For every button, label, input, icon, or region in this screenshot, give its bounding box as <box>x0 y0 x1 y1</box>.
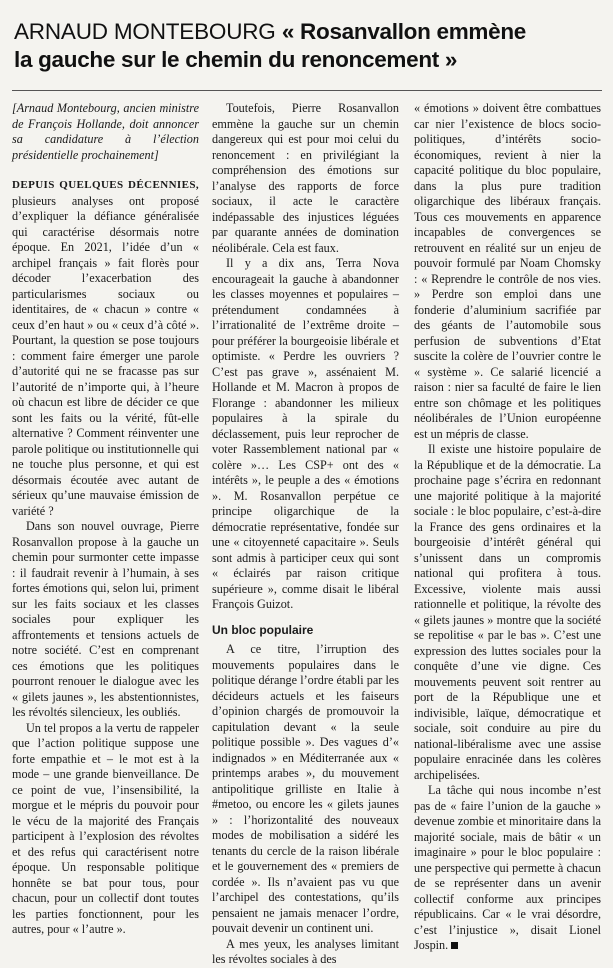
article-paragraph: Un tel propos a la vertu de rappeler que l’action politique suppose une forte empathie et – le mot est à la mode – une grande bienveillance. De ce point de vue, l’insensibilité, la morgue et le mépris du pouvoir pour le vécu de la majorité des Français participent à l’explosion des révoltes et des refus qui caractérisent notre époque. Un responsable politique honnête se bat pour tous, pour chacun, pour un collectif dont toutes les parties fonctionnent, pour les autres, pour « l’autre ». <box>12 720 199 936</box>
article-column-1 <box>12 101 199 951</box>
article-paragraph: Toutefois, Pierre Rosanvallon emmène la gauche sur un chemin dangereux qui est pour moi celui du renoncement : en privilégiant la compréhension des émotions sur l’analyse des rapports de force sociaux, il acte le caractère indépassable des injustices léguées par quarante années de domination néolibérale. Cela est faux. <box>212 101 399 255</box>
headline-title-line2: la gauche sur le chemin du renoncement » <box>14 47 458 72</box>
headline-rule <box>12 90 602 91</box>
article-paragraph: Dans son nouvel ouvrage, Pierre Rosanvallon propose à la gauche un chemin pour surmonter cette impasse : il faudrait revenir à l’humain, à ses fortes émotions qui, selon lui, priment sur les faits sociaux et les classes sociales pour expliquer les affrontements et tensions actuels de notre société. C’est en comprenant ces émotions que les politiques pourront renouer le dialogue avec les « gilets jaunes », les abstentionnistes, les révoltés silencieux, les oubliés. <box>12 519 199 719</box>
headline-title-line1: « Rosanvallon emmène <box>281 19 526 44</box>
article-paragraph: Il y a dix ans, Terra Nova encourageait la gauche à abandonner les classes moyennes et populaires – prétendument condamnées à l’irrationalité de l’extrême droite – pour préférer la bourgeoisie libérale et optimiste. « Perdre les ouvriers ? C’est pas grave », assénaient M. Hollande et M. Macron à propos de Florange : abandonner les milieux populaires à la spirale du déclassement, puis leur reprocher de voter Rassemblement national par « colère »… Les CSP+ ont des « intérêts », le peuple a des « émotions ». M. Rosanvallon perpétue ce principe oligarchique de la démocratie représentative, fondée sur une « citoyenneté capacitaire ». Seuls sont admis à participer ceux qui sont « éclairés par raison critique supérieure », comme disait le libéral François Guizot. <box>212 256 399 611</box>
article-headline <box>14 18 604 74</box>
article-subhead: Un bloc populaire <box>212 622 314 637</box>
headline-author: ARNAUD MONTEBOURG <box>14 19 276 44</box>
article-paragraph: « émotions » doivent être combattues car nier l’existence de blocs socio-politiques, d’intérêts socio-économiques, revient à nier la capacité politique du bloc populaire, dans la plus pure tradition oligarchique des libéraux français. Tous ces mouvements en apparence incapables de convergences se retrouvent en réalité sur un enjeu de pouvoir formulé par Noam Chomsky : « Reprendre le contrôle de nos vies. » Perdre son emploi dans une fonderie d’aluminium sacrifiée par des géants de l’automobile sous perfusion de subventions d’Etat suscite la colère de l’ouvrier contre le « système ». Ce salarié licencié a raison : nier sa faculté de faire le lien entre son chômage et les politiques néolibérales de l’Union européenne est un mépris de classe. <box>414 101 601 441</box>
article-paragraph <box>12 177 199 519</box>
lead-paragraph-text: plusieurs analyses ont proposé d’expliquer la défiance généralisée qui caractérise désormais notre époque. En 2021, l’idée d’un « archipel français » fait florès pour décoder l’exacerbation des particularismes sociaux ou identitaires, de « chacun » contre « ceux d’en haut » ou « ceux d’à côté ». Pourtant, la question se pose toujours : comment faire émerger une parole d’autorité qui ne se fracasse pas sur l’autorité de n’importe qui, à l’heure où chacun est libre de décider ce que sont les faits ou la vérité, fût-elle alternative ? Comment réinventer une parole politique ou institutionnelle qui ne touche plus personne, et qui est désormais écoutée avec autant de sérieux qu’une mauvaise émission de variété ? <box>12 193 199 518</box>
end-of-article-icon <box>451 942 458 949</box>
article-column-2 <box>212 101 399 966</box>
article-paragraph: Il existe une histoire populaire de la République et de la démocratie. La prochaine page s’écrira en redonnant une majorité politique à la majorité sociale : le bloc populaire, c’est-à-dire la France des gens ordinaires et la bourgeoisie d’intérêt général qui s’unissent dans un compromis national qui profitera à tous. Excessive, violente mais aussi rationnelle et politique, la révolte des « gilets jaunes » montre que la société se repolitise « par le bas ». C’est une expression des luttes sociales pour la conquête d’une vie digne. Ces mouvements peuvent soit rentrer au port de la République une et indivisible, laïque, démocratique et sociale, soit conduire au pire du national-libéralisme avec une assise populaire enracinée dans les colères archipelisées. <box>414 442 601 782</box>
article-paragraph: A mes yeux, les analyses limitant les révoltes sociales à des <box>212 936 399 966</box>
lead-in: DEPUIS QUELQUES DÉCENNIES, <box>12 179 199 191</box>
final-paragraph-text: La tâche qui nous incombe n’est pas de « faire l’union de la gauche » devenue zombie et minoritaire dans la majorité sociale, mais de bâtir « un imaginaire » pour le bloc populaire : une perspective qui permette à chacun de se représenter dans un avenir collectif conforme aux principes républicains. Car « le vrai désordre, c’est l’injustice », disait Lionel Jospin. <box>414 783 601 952</box>
article-paragraph-final <box>414 783 601 954</box>
article-intro: [Arnaud Montebourg, ancien ministre de François Hollande, doit annoncer sa candidature à l’élection présidentielle prochainement] <box>12 101 199 162</box>
article-column-3 <box>414 101 601 951</box>
article-paragraph: A ce titre, l’irruption des mouvements populaires dans le politique dérange l’ordre établi par les décideurs actuels et les faiseurs d’opinion chargés de promouvoir la capitulation devant « la seule politique possible ». Des vagues d’« indignados » en Méditerranée aux « printemps arabes », du mouvement antipolitique grilliste en Italie à #metoo, ou encore les « gilets jaunes » : l’horizontalité des nouveaux modes de mobilisation a sidéré les tenants du cercle de la raison libérale et le gouvernement des « premiers de cordée ». Ils n’avaient pas vu que l’archipel des contestations, qu’ils pensaient ne jamais menacer l’ordre, pouvait devenir un continent uni. <box>212 642 399 935</box>
